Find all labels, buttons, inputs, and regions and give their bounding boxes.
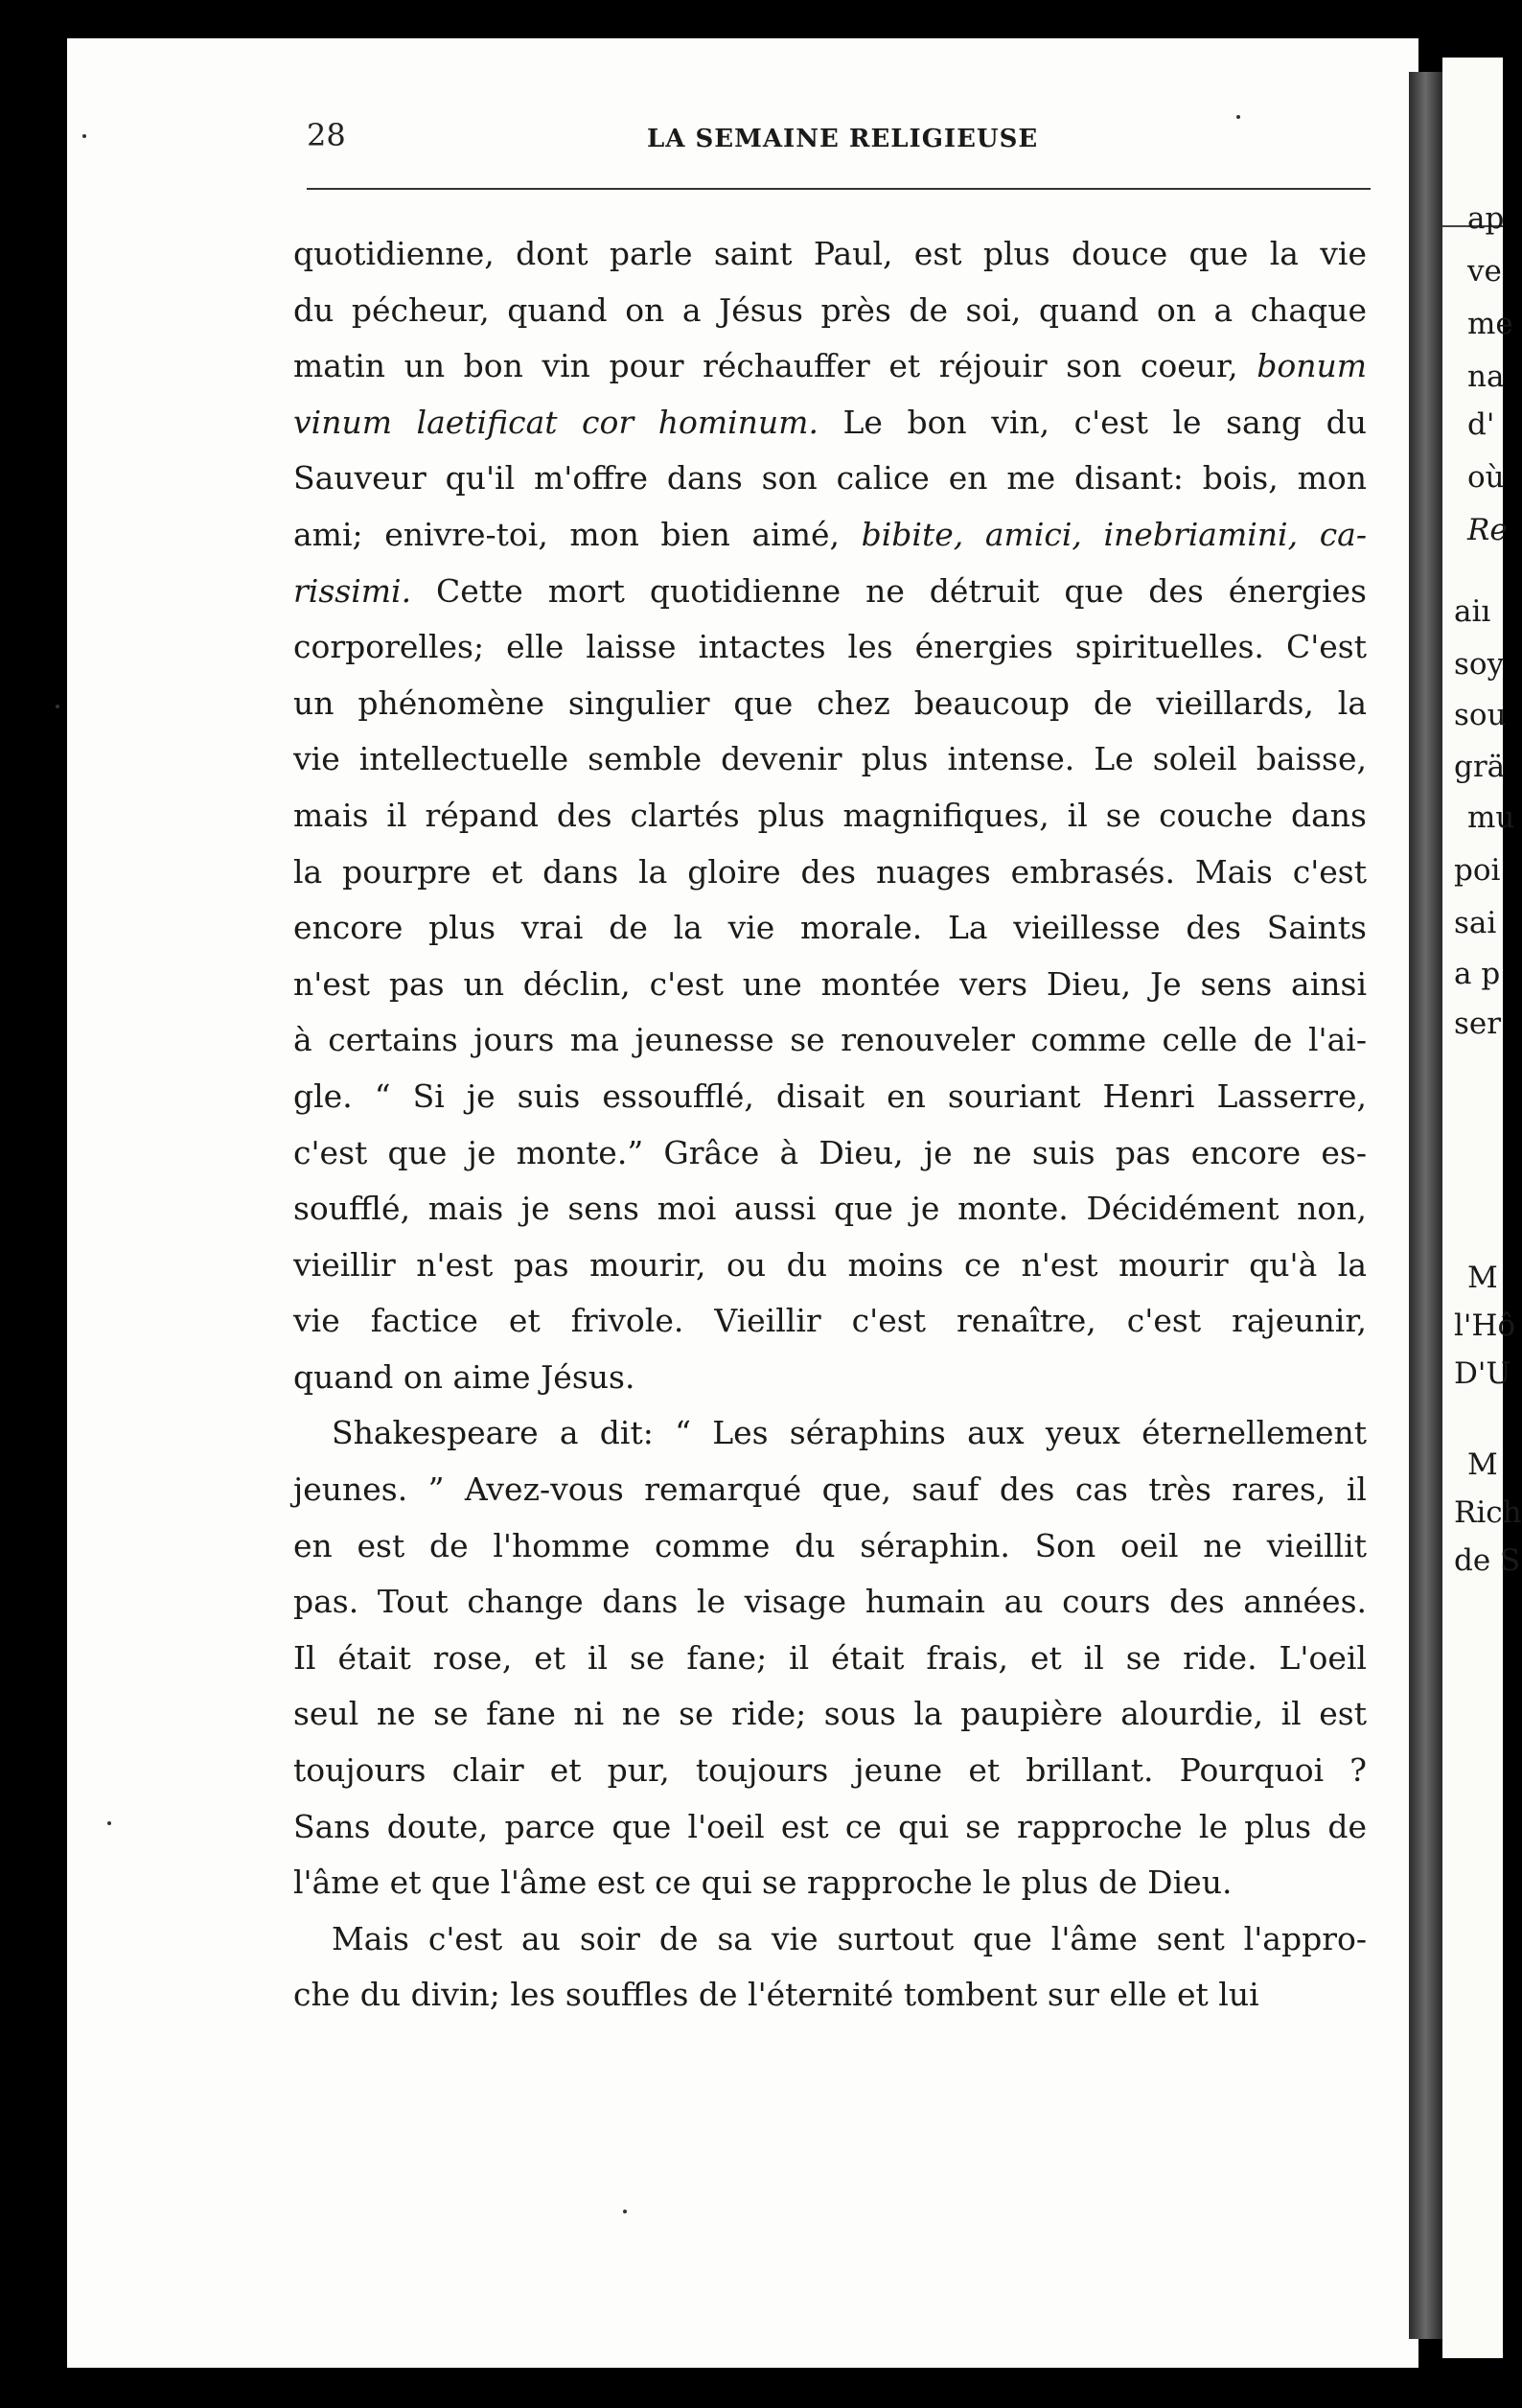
facing-page-edge (1442, 58, 1522, 2358)
facing-page-fragment: sou (1454, 698, 1507, 732)
scan-speck (82, 134, 86, 138)
text-line: seul ne se fane ni ne se ride; sous la paupière alourdie, il est (293, 1695, 1367, 1733)
facing-page-fragment: grä (1454, 750, 1506, 784)
scan-speck (107, 1821, 111, 1825)
book-gutter (1409, 72, 1445, 2339)
text-line: du pécheur, quand on a Jésus près de soi, quand on a chaque (293, 290, 1367, 329)
facing-page-fragment: Re (1467, 513, 1508, 547)
facing-page-fragment: d' (1467, 407, 1495, 442)
facing-page-fragment: mu (1467, 800, 1515, 835)
text-line: soufflé, mais je sens moi aussi que je monte. Décidément non, (293, 1190, 1367, 1228)
running-head (307, 105, 1371, 153)
text-line: matin un bon vin pour réchauffer et réjouir son coeur, bonum (293, 347, 1367, 385)
facing-page-fragment: l'Hô (1454, 1308, 1516, 1343)
scan-speck (56, 705, 59, 708)
text-line: Mais c'est au soir de sa vie surtout que l'âme sent l'appro- (332, 1919, 1367, 1957)
facing-page-fragment: où (1467, 460, 1505, 495)
text-line: mais il répand des clartés plus magnifiques, il se couche dans (293, 796, 1367, 834)
text-line: quand on aime Jésus. (293, 1357, 635, 1396)
text-line: encore plus vrai de la vie morale. La vieillesse des Saints (293, 909, 1367, 947)
text-line: jeunes. ” Avez-vous remarqué que, sauf des cas très rares, il (293, 1470, 1367, 1509)
text-line: pas. Tout change dans le visage humain au cours des années. (293, 1583, 1367, 1621)
facing-page-fragment: M (1467, 1447, 1498, 1482)
text-line: Il était rose, et il se fane; il était frais, et il se ride. L'oeil (293, 1638, 1367, 1677)
text-line: vie factice et frivole. Vieillir c'est renaître, c'est rajeunir, (293, 1302, 1367, 1340)
facing-page-fragment: de S (1454, 1543, 1521, 1578)
text-line: vinum laetificat cor hominum. Le bon vin, c'est le sang du (293, 403, 1367, 441)
text-line: corporelles; elle laisse intactes les énergies spirituelles. C'est (293, 628, 1367, 666)
facing-page-fragment: poi (1454, 853, 1501, 888)
facing-page-fragment: ap (1467, 201, 1505, 236)
text-line: n'est pas un déclin, c'est une montée vers Dieu, Je sens ainsi (293, 964, 1367, 1003)
text-line: ami; enivre-toi, mon bien aimé, bibite, amici, inebriamini, ca- (293, 515, 1367, 553)
text-line: vie intellectuelle semble devenir plus intense. Le soleil baisse, (293, 740, 1367, 778)
facing-page-fragment: soy (1454, 647, 1505, 682)
text-line: che du divin; les souffles de l'éternité tombent sur elle et lui (293, 1976, 1259, 2014)
text-line: l'âme et que l'âme est ce qui se rapproche le plus de Dieu. (293, 1864, 1233, 1902)
facing-page-fragment: na (1467, 359, 1505, 394)
text-line: un phénomène singulier que chez beaucoup de vieillards, la (293, 683, 1367, 722)
facing-page-fragment: M (1467, 1261, 1498, 1295)
facing-page-fragment: ser (1454, 1007, 1502, 1041)
scan-speck (1236, 115, 1240, 119)
body-text (293, 226, 1367, 2024)
text-line: en est de l'homme comme du séraphin. Son oeil ne vieillit (293, 1526, 1367, 1564)
facing-page-fragment: a p (1454, 957, 1501, 991)
text-line: à certains jours ma jeunesse se renouveler comme celle de l'ai- (293, 1021, 1367, 1059)
facing-page-fragment: me (1467, 307, 1513, 341)
text-line: toujours clair et pur, toujours jeune et brillant. Pourquoi ? (293, 1751, 1367, 1790)
running-title: LA SEMAINE RELIGIEUSE (647, 125, 1039, 153)
facing-page-fragment: Rich (1454, 1495, 1522, 1530)
text-line: c'est que je monte.” Grâce à Dieu, je ne suis pas encore es- (293, 1133, 1367, 1171)
facing-page-fragment: ve (1467, 254, 1502, 289)
text-line: quotidienne, dont parle saint Paul, est plus douce que la vie (293, 235, 1367, 272)
header-rule (307, 188, 1371, 190)
text-line: Shakespeare a dit: “ Les séraphins aux yeux éternellement (332, 1414, 1367, 1452)
text-line: la pourpre et dans la gloire des nuages embrasés. Mais c'est (293, 852, 1367, 891)
scan-speck (623, 2210, 627, 2213)
page-number: 28 (307, 117, 346, 153)
text-line: gle. “ Si je suis essoufflé, disait en souriant Henri Lasserre, (293, 1077, 1367, 1115)
facing-page-fragment: D'U (1454, 1356, 1511, 1391)
text-line: rissimi. Cette mort quotidienne ne détruit que des énergies (293, 571, 1367, 610)
text-line: Sans doute, parce que l'oeil est ce qui se rapproche le plus de (293, 1807, 1367, 1845)
facing-page-fragment: sai (1454, 906, 1497, 940)
facing-page-fragment: aiı (1454, 594, 1491, 629)
text-line: vieillir n'est pas mourir, ou du moins ce n'est mourir qu'à la (293, 1245, 1367, 1284)
text-line: Sauveur qu'il m'offre dans son calice en me disant: bois, mon (293, 459, 1367, 498)
